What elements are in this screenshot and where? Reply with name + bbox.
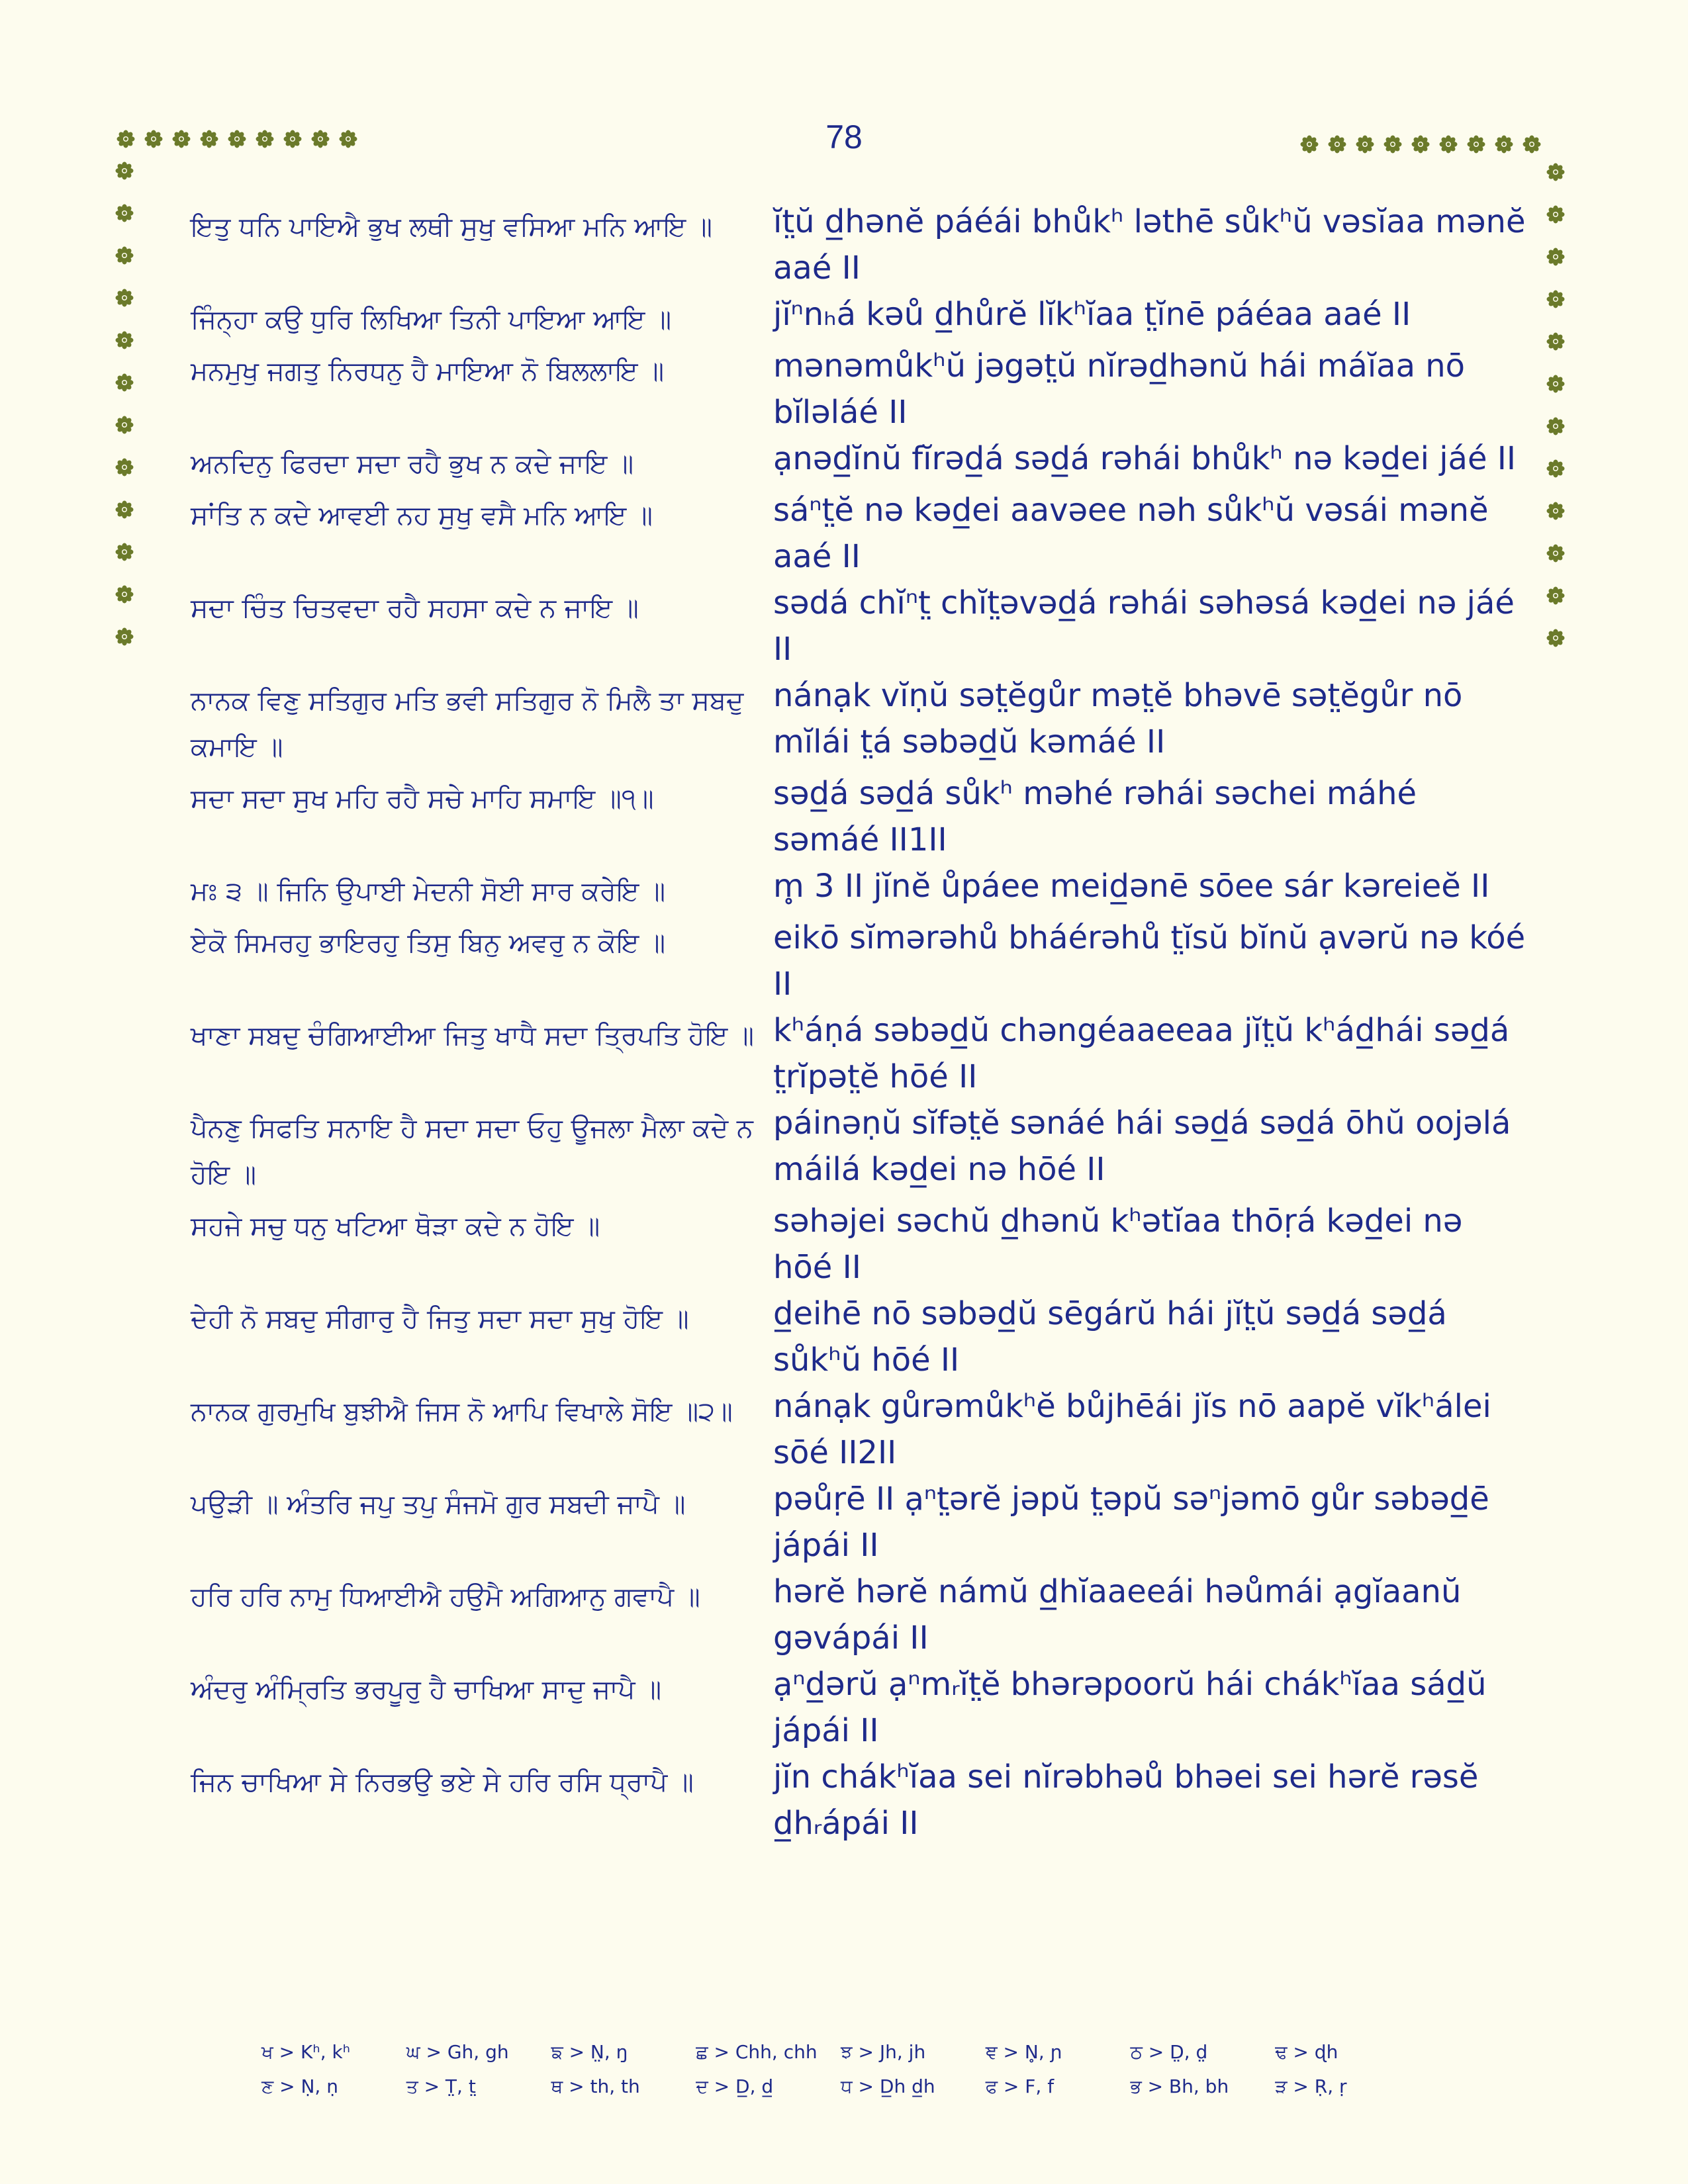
- gurmukhi-line: ਅਨਦਿਨੁ ਫਿਰਦਾ ਸਦਾ ਰਹੈ ਭੁਖ ਨ ਕਦੇ ਜਾਇ ॥: [191, 449, 634, 479]
- legend-item: ਢ > ɖh: [1275, 2041, 1338, 2063]
- transliteration-line: ạnəd̲ĭnŭ fĭrəd̲á səd̲á rəhái bhůkʰ nə kəd̲ei jáé II: [773, 440, 1517, 477]
- legend-row: [261, 2070, 1420, 2104]
- legend-item: ਝ > Jh, jh: [841, 2041, 926, 2063]
- verse-row: [191, 1476, 1528, 1569]
- legend-item: ਣ > Ṇ, ṇ: [261, 2075, 338, 2097]
- legend-item: ਞ > N̥, ɲ: [985, 2041, 1062, 2063]
- legend-item: ਠ > D̤, d̤: [1130, 2041, 1208, 2063]
- gurmukhi-line: ਅੰਦਰੁ ਅੰਮ੍ਰਿਤਿ ਭਰਪੂਰੁ ਹੈ ਚਾਖਿਆ ਸਾਦੁ ਜਾਪੈ ॥: [191, 1674, 662, 1705]
- transliteration-line: d̲eihē nō səbəd̲ŭ sēgárŭ hái jĭt̤ŭ səd̲á səd̲á sůkʰŭ hōé II: [773, 1295, 1447, 1379]
- transliteration-line: mənəmůkʰŭ jəgət̤ŭ nĭrəd̲hənŭ hái máĭaa nō bĭləláé II: [773, 347, 1466, 431]
- verse-row: [191, 672, 1528, 770]
- gurmukhi-line: ਪੈਨਣੁ ਸਿਫਤਿ ਸਨਾਇ ਹੈ ਸਦਾ ਸਦਾ ਓਹੁ ਊਜਲਾ ਮੈਲਾ ਕਦੇ ਨ ਹੋਇ ॥: [191, 1113, 753, 1190]
- verse-row: [191, 1007, 1528, 1100]
- verse-row: [191, 1383, 1528, 1476]
- transliteration-line: ĭt̤ŭ d̲hənĕ páéái bhůkʰ ləthē sůkʰŭ vəsĭaa mənĕ aaé II: [773, 203, 1526, 287]
- flower-icon: [311, 130, 330, 148]
- verse-row: [191, 199, 1528, 291]
- flower-icon: [228, 130, 246, 148]
- flower-icon: [1546, 205, 1565, 224]
- verse-row: [191, 1661, 1528, 1754]
- transliteration-line: eikō sĭmərəhů bháérəhů t̤ĭsŭ bĭnŭ ạvərŭ nə kóé II: [773, 919, 1526, 1003]
- flower-icon: [115, 585, 134, 604]
- flower-icon: [1411, 135, 1430, 154]
- flower-icon: [172, 130, 191, 148]
- gurmukhi-line: ਸਦਾ ਚਿੰਤ ਚਿਤਵਦਾ ਰਹੈ ਸਹਸਾ ਕਦੇ ਨ ਜਾਇ ॥: [191, 593, 639, 623]
- flower-icon: [1546, 163, 1565, 181]
- flower-icon: [115, 331, 134, 349]
- flower-icon: [115, 627, 134, 646]
- gurmukhi-line: ਸਹਜੇ ਸਚੁ ਧਨੁ ਖਟਿਆ ਥੋੜਾ ਕਦੇ ਨ ਹੋਇ ॥: [191, 1211, 600, 1242]
- flower-icon: [1523, 135, 1541, 154]
- transliteration-line: ạⁿd̲ərŭ ạⁿmᵣĭt̤ĕ bhərəpoorŭ hái chákʰĭaa sád̲ŭ jápái II: [773, 1666, 1487, 1749]
- legend-item: ਥ > th, th: [551, 2075, 640, 2097]
- transliteration-line: kʰáṇá səbəd̲ŭ chəngéaaeeaa jĭt̤ŭ kʰád̲hái səd̲á t̤rĭpət̤ĕ hōé II: [773, 1012, 1510, 1095]
- flower-icon: [1546, 586, 1565, 605]
- verse-row: [191, 863, 1528, 915]
- transliteration-line: səhəjei səchŭ d̲hənŭ kʰətĭaa thōṛá kəd̲ei nə hōé II: [773, 1203, 1463, 1286]
- transliteration-line: sáⁿt̤ĕ nə kəd̲ei aavəee nəh sůkʰŭ vəsái mənĕ aaé II: [773, 492, 1489, 575]
- verse-row: [191, 435, 1528, 487]
- legend-item: ਫ > F, f: [985, 2075, 1055, 2097]
- transliteration-line: nánạk vĭṇŭ sət̤ĕgůr mət̤ĕ bhəvē sət̤ĕgůr nō mĭlái t̤á səbəd̲ŭ kəmáé II: [773, 677, 1463, 760]
- gurmukhi-line: ਮਨਮੁਖੁ ਜਗਤੁ ਨਿਰਧਨੁ ਹੈ ਮਾਇਆ ਨੋ ਬਿਲਲਾਇ ॥: [191, 356, 665, 387]
- flower-icon: [144, 130, 163, 148]
- flower-icon: [1546, 417, 1565, 435]
- flower-icon: [1356, 135, 1374, 154]
- gurmukhi-line: ਜਿੰਨ੍ਹਾ ਕਉ ਧੁਰਿ ਲਿਖਿਆ ਤਿਨੀ ਪਾਇਆ ਆਇ ॥: [191, 304, 672, 335]
- transliteration-line: m̥ 3 II jĭnĕ ůpáee meid̲ənē sōee sár kəreieĕ II: [773, 868, 1490, 905]
- gurmukhi-line: ਇਤੁ ਧਨਿ ਪਾਇਐ ਭੁਖ ਲਥੀ ਸੁਖੁ ਵਸਿਆ ਮਨਿ ਆਇ ॥: [191, 212, 712, 242]
- legend-item: ਛ > Chh, chh: [696, 2041, 818, 2063]
- flower-icon: [115, 161, 134, 180]
- verse-row: [191, 1291, 1528, 1383]
- flower-icon: [115, 543, 134, 561]
- transliteration-line: hərĕ hərĕ námŭ d̲hĭaaeeái həůmái ạgĭaanŭ gəvápái II: [773, 1573, 1462, 1657]
- transliteration-legend: [261, 2035, 1420, 2104]
- flower-icon: [1328, 135, 1346, 154]
- flower-icon: [283, 130, 302, 148]
- flower-icon: [115, 204, 134, 222]
- legend-item: ਦ > D̲, d̲: [696, 2075, 774, 2097]
- verse-row: [191, 1754, 1528, 1846]
- verse-row: [191, 770, 1528, 863]
- verse-row: [191, 1569, 1528, 1661]
- transliteration-line: jĭn chákʰĭaa sei nĭrəbhəů bhəei sei hərĕ rəsĕ d̲hᵣápái II: [773, 1758, 1479, 1842]
- page-number: 78: [825, 118, 863, 156]
- transliteration-line: nánạk gůrəmůkʰĕ bůjhēái jĭs nō aapĕ vĭkʰálei sōé II2II: [773, 1388, 1491, 1471]
- flower-icon: [115, 373, 134, 392]
- legend-item: ੜ > Ṛ, ṛ: [1275, 2075, 1347, 2097]
- flower-icon: [117, 130, 135, 148]
- legend-item: ਤ > T̤, t̤: [406, 2075, 476, 2097]
- gurmukhi-line: ਸਦਾ ਸਦਾ ਸੁਖ ਮਹਿ ਰਹੈ ਸਚੇ ਮਾਹਿ ਸਮਾਇ ॥੧॥: [191, 784, 654, 814]
- flower-icon: [339, 130, 357, 148]
- flower-icon: [1546, 544, 1565, 563]
- flower-icon: [200, 130, 218, 148]
- gurmukhi-line: ਨਾਨਕ ਵਿਣੁ ਸਤਿਗੁਰ ਮਤਿ ਭਵੀ ਸਤਿਗੁਰ ਨੋ ਮਿਲੈ ਤਾ ਸਬਦੁ ਕਮਾਇ ॥: [191, 686, 744, 762]
- gurmukhi-line: ਨਾਨਕ ਗੁਰਮੁਖਿ ਬੁਝੀਐ ਜਿਸ ਨੋ ਆਪਿ ਵਿਖਾਲੇ ਸੋਇ ॥੨॥: [191, 1396, 733, 1427]
- gurmukhi-line: ਦੇਹੀ ਨੋ ਸਬਦੁ ਸੀਗਾਰੁ ਹੈ ਜਿਤੁ ਸਦਾ ਸਦਾ ਸੁਖੁ ਹੋਇ ॥: [191, 1304, 689, 1334]
- verse-row: [191, 1198, 1528, 1291]
- gurmukhi-line: ਪਉੜੀ ॥ ਅੰਤਰਿ ਜਪੁ ਤਪੁ ਸੰਜਮੋ ਗੁਰ ਸਬਦੀ ਜਾਪੈ ॥: [191, 1489, 686, 1520]
- verse-row: [191, 291, 1528, 343]
- legend-item: ਖ > Kʰ, kʰ: [261, 2041, 351, 2063]
- flower-icon: [1546, 290, 1565, 308]
- transliteration-line: pəůṛē II ạⁿt̤ərĕ jəpŭ t̤əpŭ səⁿjəmō gůr səbəd̲ē jápái II: [773, 1480, 1489, 1564]
- flower-icon: [1383, 135, 1402, 154]
- verse-row: [191, 1100, 1528, 1198]
- gurmukhi-line: ਮਃ ੩ ॥ ਜਿਨਿ ਉਪਾਈ ਮੇਦਨੀ ਸੋਈ ਸਾਰ ਕਰੇਇ ॥: [191, 876, 666, 907]
- flower-icon: [115, 246, 134, 265]
- verse-row: [191, 580, 1528, 672]
- flower-icon: [115, 289, 134, 307]
- verse-table: [191, 199, 1528, 1846]
- flower-icon: [256, 130, 274, 148]
- legend-row: [261, 2035, 1420, 2070]
- gurmukhi-line: ਸਾਂਤਿ ਨ ਕਦੇ ਆਵਈ ਨਹ ਸੁਖੁ ਵਸੈ ਮਨਿ ਆਇ ॥: [191, 500, 653, 531]
- legend-item: ਙ > N̤, ŋ: [551, 2041, 628, 2063]
- legend-item: ਧ > D̲h d̲h: [841, 2075, 935, 2097]
- gurmukhi-line: ਹਰਿ ਹਰਿ ਨਾਮੁ ਧਿਆਈਐ ਹਉਮੈ ਅਗਿਆਨੁ ਗਵਾਪੈ ॥: [191, 1582, 700, 1612]
- flower-icon: [1546, 629, 1565, 647]
- legend-item: ਭ > Bh, bh: [1130, 2075, 1229, 2097]
- flower-icon: [1546, 502, 1565, 520]
- flower-icon: [1546, 459, 1565, 478]
- gurmukhi-line: ਖਾਣਾ ਸਬਦੁ ਚੰਗਿਆਈਆ ਜਿਤੁ ਖਾਧੈ ਸਦਾ ਤ੍ਰਿਪਤਿ ਹੋਇ ॥: [191, 1021, 754, 1051]
- flower-icon: [115, 500, 134, 519]
- flower-icon: [1439, 135, 1458, 154]
- gurmukhi-line: ਏਕੋ ਸਿਮਰਹੁ ਭਾਇਰਹੁ ਤਿਸੁ ਬਿਨੁ ਅਵਰੁ ਨ ਕੋਇ ॥: [191, 928, 666, 958]
- verse-row: [191, 343, 1528, 435]
- transliteration-line: jĭⁿnₕá kəů d̲hůrĕ lĭkʰĭaa t̤ĭnē páéaa aaé II: [773, 296, 1411, 333]
- flower-icon: [1546, 248, 1565, 266]
- flower-icon: [1300, 135, 1319, 154]
- flower-icon: [1546, 375, 1565, 393]
- verse-row: [191, 487, 1528, 580]
- flower-icon: [1495, 135, 1513, 154]
- legend-item: ਘ > Gh, gh: [406, 2041, 509, 2063]
- transliteration-line: páinəṇŭ sĭfət̤ĕ sənáé hái səd̲á səd̲á ōhŭ oojəlá máilá kəd̲ei nə hōé II: [773, 1105, 1511, 1188]
- gurmukhi-line: ਜਿਨ ਚਾਖਿਆ ਸੇ ਨਿਰਭਉ ਭਏ ਸੇ ਹਰਿ ਰਸਿ ਧ੍ਰਾਪੈ ॥: [191, 1767, 694, 1797]
- flower-icon: [1467, 135, 1485, 154]
- flower-icon: [115, 458, 134, 477]
- verse-row: [191, 915, 1528, 1007]
- transliteration-line: səd̲á səd̲á sůkʰ məhé rəhái səchei máhé səmáé II1II: [773, 775, 1417, 858]
- flower-icon: [115, 416, 134, 434]
- flower-icon: [1546, 332, 1565, 351]
- transliteration-line: sədá chĭⁿt̤ chĭt̤əvəd̲á rəhái səhəsá kəd̲ei nə jáé II: [773, 584, 1515, 668]
